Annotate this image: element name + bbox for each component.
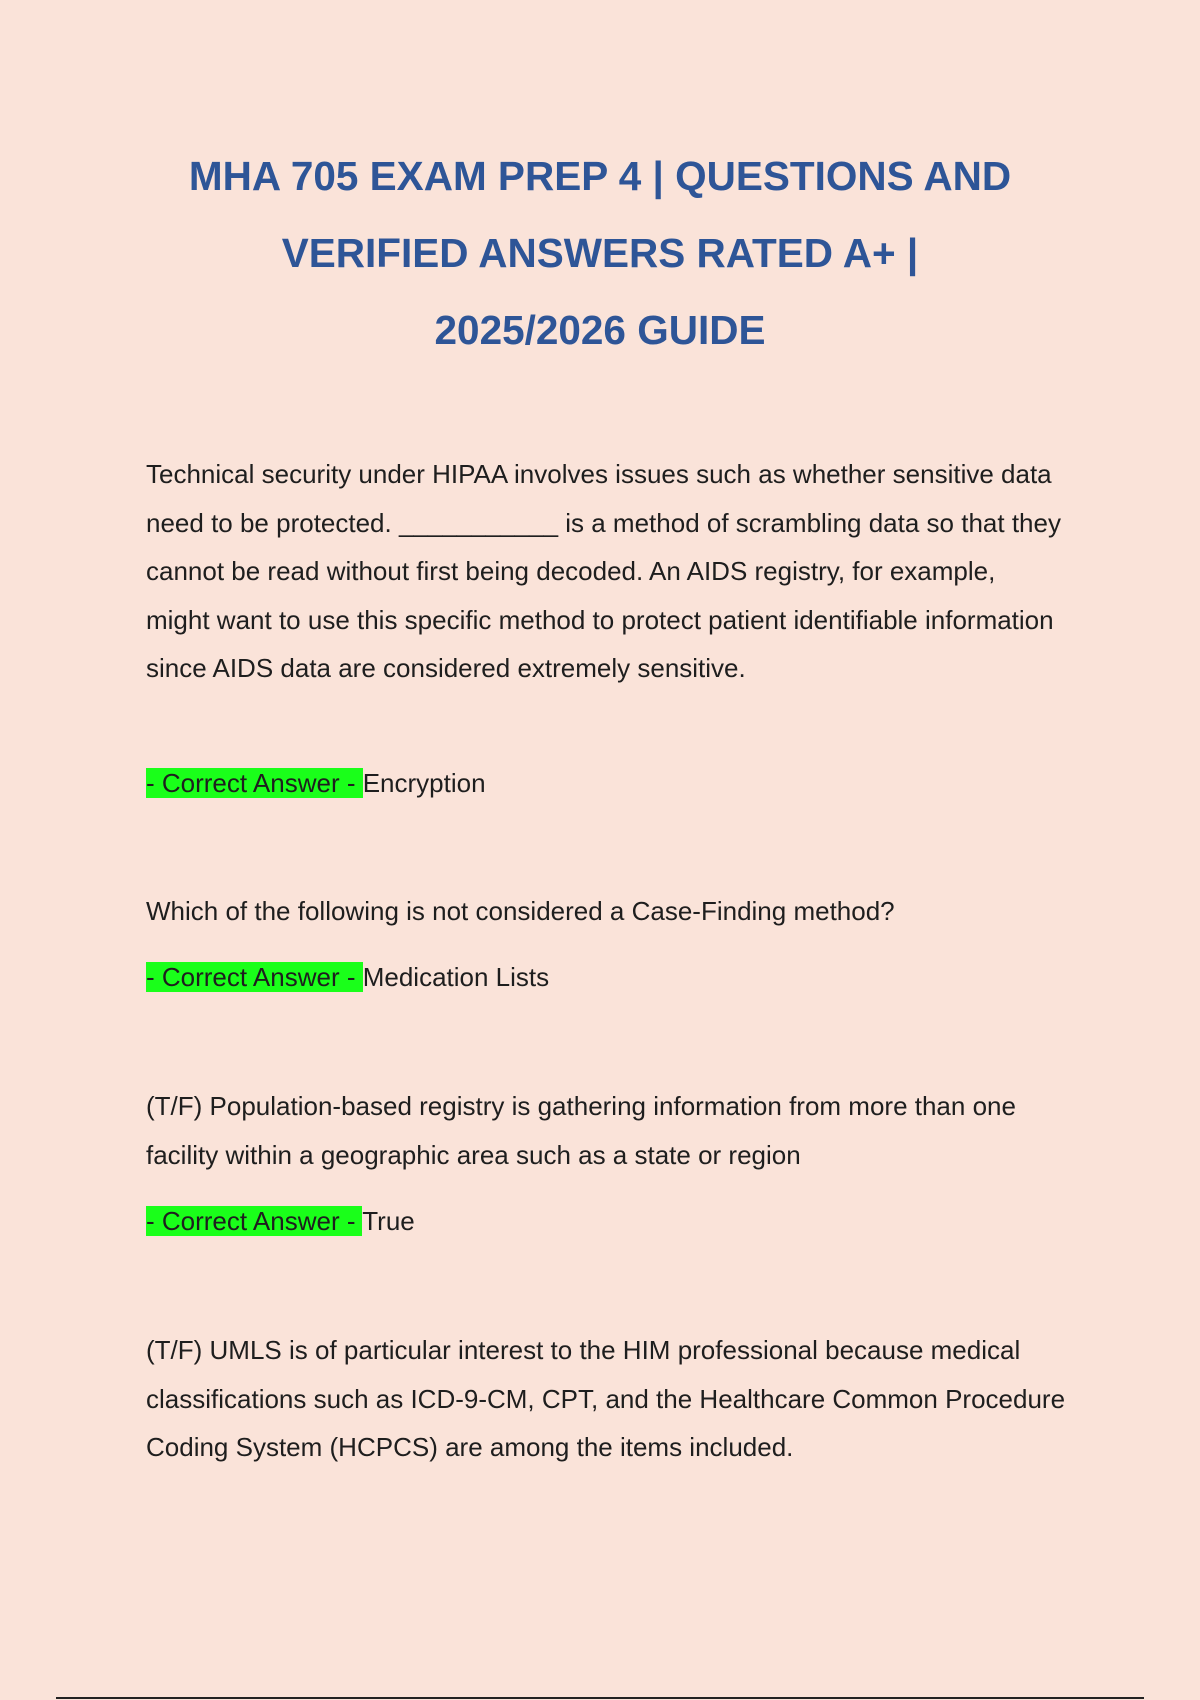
qa-item [146, 450, 1066, 693]
qa-item [146, 1326, 1066, 1472]
question-text: (T/F) Population-based registry is gathering information from more than one facility within a geographic area such as a state or region [146, 1091, 1016, 1170]
correct-answer [146, 1205, 1066, 1237]
correct-answer [146, 961, 1066, 993]
title-line: 2025/2026 GUIDE [434, 307, 766, 353]
correct-answer [146, 767, 1066, 799]
answer-text: Medication Lists [362, 962, 550, 992]
answer-row [146, 961, 1066, 993]
question-text: Technical security under HIPAA involves issues such as whether sensitive data need to be protected. ___________ is a method of scrambling data so that they cannot be read without first being decoded. An AIDS registry, for example, might want to use this specific method to protect patient identifiable information since AIDS data are considered extremely sensitive. [146, 459, 1061, 684]
qa-item [146, 887, 1066, 936]
answer-row [146, 1205, 1066, 1237]
question-text: (T/F) UMLS is of particular interest to the HIM professional because medical classifications such as ICD-9-CM, CPT, and the Healthcare Common Procedure Coding System (HCPCS) are among the items included. [146, 1335, 1066, 1463]
answer-prefix-highlight: - Correct Answer - [146, 962, 363, 992]
answer-text: True [362, 1206, 415, 1236]
answer-prefix-highlight: - Correct Answer - [146, 768, 363, 798]
page-bottom-rule [56, 1697, 1144, 1699]
answer-text: Encryption [362, 768, 486, 798]
qa-item [146, 1082, 1066, 1179]
title-line: MHA 705 EXAM PREP 4 | QUESTIONS AND [188, 153, 1012, 199]
title-line: VERIFIED ANSWERS RATED A+ | [281, 230, 919, 276]
answer-row [146, 767, 1066, 799]
answer-prefix-highlight: - Correct Answer - [146, 1206, 363, 1236]
question-text: Which of the following is not considered a Case-Finding method? [146, 896, 895, 926]
document-title [120, 138, 1080, 369]
